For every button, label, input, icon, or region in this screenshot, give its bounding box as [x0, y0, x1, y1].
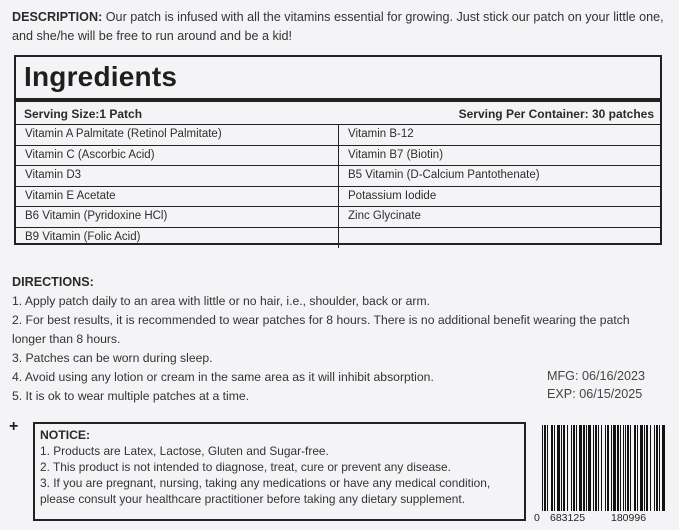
direction-step: 2. For best results, it is recommended to wear patches for 8 hours. There is no additional benefit wearing the patch longer than 8 hours.: [12, 313, 630, 346]
barcode-bar: [617, 425, 619, 511]
mfg-date: MFG: 06/16/2023: [547, 369, 646, 383]
barcode-bar: [644, 425, 645, 511]
serving-per-container: Serving Per Container: 30 patches: [458, 107, 654, 121]
exp-date: EXP: 06/15/2025: [547, 387, 643, 401]
direction-step: 1. Apply patch daily to an area with little or no hair, i.e., shoulder, back or arm.: [12, 294, 430, 308]
ingredients-divider: [16, 98, 660, 102]
barcode-bar: [659, 425, 660, 511]
barcode-bar: [576, 425, 577, 511]
barcode-bar: [588, 425, 591, 511]
ingredient-cell: Vitamin C (Ascorbic Acid): [16, 146, 338, 167]
barcode-bar: [640, 425, 643, 511]
ingredients-title: Ingredients: [24, 61, 178, 92]
plus-symbol: +: [9, 418, 19, 435]
ingredient-cell: Vitamin E Acetate: [16, 187, 338, 208]
barcode-bar: [595, 425, 597, 511]
barcode-bar: [593, 425, 594, 511]
barcode-bar: [557, 425, 560, 511]
ingredient-cell-empty: [339, 228, 660, 249]
notice-item: 3. If you are pregnant, nursing, taking any medications or have any medical condition, please consult your healthcare practitioner before taking any dietary supplement.: [40, 476, 491, 506]
notice-item: 1. Products are Latex, Lactose, Gluten and Sugar-free.: [40, 444, 329, 458]
barcode-bar: [579, 425, 582, 511]
barcode-bar: [571, 425, 572, 511]
barcode-bar: [625, 425, 626, 511]
barcode-bar: [583, 425, 585, 511]
ingredient-cell: B6 Vitamin (Pyridoxine HCl): [16, 207, 338, 228]
ingredient-cell: Vitamin B7 (Biotin): [339, 146, 660, 167]
barcode-bar: [547, 425, 548, 511]
ingredient-cell: Vitamin A Palmitate (Retinol Palmitate): [16, 125, 338, 146]
barcode-bar: [637, 425, 638, 511]
ingredient-cell: Zinc Glycinate: [339, 207, 660, 228]
description-label: DESCRIPTION:: [12, 10, 103, 24]
direction-step: 3. Patches can be worn during sleep.: [12, 351, 213, 365]
description-text: Our patch is infused with all the vitamins essential for growing. Just stick our patch on your little one, and she/he will be free to run around and be a kid!: [12, 10, 664, 43]
notice-box: [33, 422, 526, 521]
barcode-bar: [654, 425, 655, 511]
direction-step: 4. Avoid using any lotion or cream in the same area as it will inhibit absorption.: [12, 370, 434, 384]
serving-size: Serving Size:1 Patch: [24, 107, 143, 121]
barcode-bar: [605, 425, 606, 511]
barcode-bar: [630, 425, 631, 511]
barcode-digit-left: 0: [534, 512, 540, 524]
barcode-bar: [544, 425, 546, 511]
barcode-bar: [650, 425, 651, 511]
ingredient-cell: Vitamin D3: [16, 166, 338, 187]
barcode-bar: [598, 425, 599, 511]
barcode-bar: [662, 425, 665, 511]
barcode-bar: [634, 425, 636, 511]
barcode-bar: [561, 425, 562, 511]
barcode: [534, 425, 668, 525]
ingredients-panel: [14, 55, 662, 245]
barcode-bar: [551, 425, 553, 511]
barcode-bar: [646, 425, 648, 511]
ingredients-table: [16, 124, 660, 243]
description: [12, 8, 667, 46]
barcode-bar: [586, 425, 587, 511]
ingredient-cell: B5 Vitamin (D-Calcium Pantothenate): [339, 166, 660, 187]
direction-step: 5. It is ok to wear multiple patches at a time.: [12, 389, 250, 403]
barcode-bar: [567, 425, 568, 511]
barcode-bar: [627, 425, 629, 511]
barcode-bar: [573, 425, 575, 511]
barcode-bar: [611, 425, 612, 511]
notice-title: NOTICE:: [40, 428, 91, 442]
directions-title: DIRECTIONS:: [12, 275, 94, 289]
ingredient-cell: Vitamin B-12: [339, 125, 660, 146]
ingredient-cell: B9 Vitamin (Folic Acid): [25, 230, 141, 243]
notice-item: 2. This product is not intended to diagnose, treat, cure or prevent any disease.: [40, 460, 451, 474]
barcode-bar: [554, 425, 555, 511]
dates: [547, 367, 645, 403]
ingredients-right-column: [339, 125, 660, 248]
barcode-digits-right: 180996: [611, 512, 647, 524]
barcode-bar: [542, 425, 543, 511]
barcode-digits-mid: 683125: [550, 512, 586, 524]
barcode-bar: [623, 425, 624, 511]
barcode-bar: [607, 425, 609, 511]
barcode-bar: [601, 425, 602, 511]
barcode-bar: [563, 425, 565, 511]
barcode-bar: [656, 425, 658, 511]
ingredient-cell: Potassium Iodide: [339, 187, 660, 208]
ingredients-left-column: [16, 125, 339, 248]
barcode-bars: [538, 425, 668, 511]
barcode-bar: [613, 425, 616, 511]
serving-info: [24, 107, 654, 121]
barcode-bar: [620, 425, 621, 511]
